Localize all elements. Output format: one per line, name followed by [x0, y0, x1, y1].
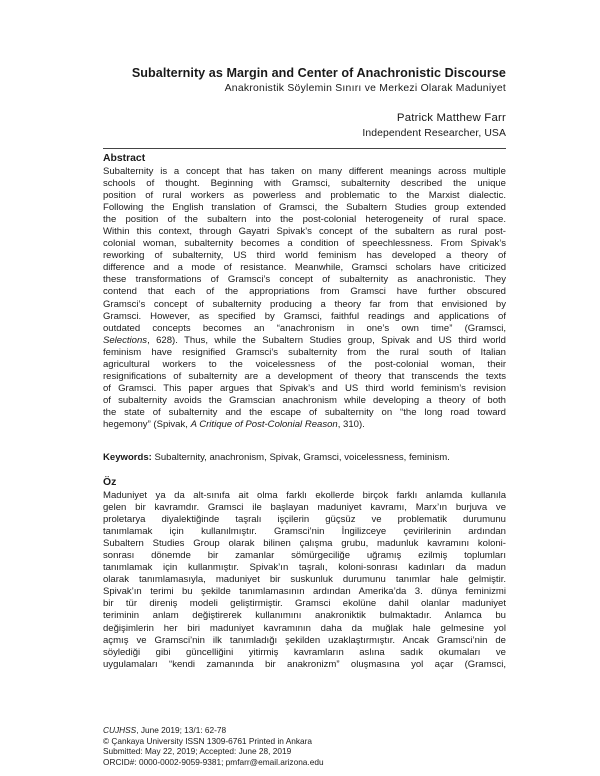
oz-line: Maduniyet ya da alt-sınıfa ait olma farklı ekollerde birçok farklı anlamda kullanıla: [103, 490, 506, 501]
abstract-line: hegemony” (Spivak, A Critique of Post-Colonial Reason, 310).: [103, 418, 365, 430]
keywords-label: Keywords:: [103, 452, 152, 463]
abstract-line: outdated concepts becomes an “anachronism in one’s own time” (Gramsci,: [103, 322, 506, 334]
abstract-line: Within this context, through Gayatri Spivak’s concept of the subaltern as rural post-: [103, 226, 506, 238]
abstract-body: [103, 166, 506, 431]
abstract-line: the state of subalternity and the escape of subalternity on “the long road toward: [103, 406, 506, 418]
author-affiliation: Independent Researcher, USA: [362, 128, 506, 139]
oz-line: değişimlerin her biri maduniyet kavramının daha da muğlak hale gelmesine yol: [103, 622, 506, 634]
abstract-line: reworking of subalternity, US third world feminism has developed a theory of: [103, 250, 506, 262]
oz-line: tanımlamak için kullanmıştır. Spivak’ın taşralı, koloni-sonrası kadınları da madun: [103, 562, 506, 574]
keywords: [103, 452, 506, 464]
oz-line: tanımlamak için kullanılmıştır. Gramsci’nin İngilizceye çevirilerinin ardından: [103, 526, 506, 538]
oz-line: gelen bir kavramdır. Gramsci ile başlayan maduniyet kavramı, Marx’ın burjuva ve: [103, 502, 506, 514]
abstract-line: Subalternity is a concept that has taken on many different meanings across multiple: [103, 166, 506, 177]
oz-heading: Öz: [103, 477, 117, 488]
oz-line: Subaltern Studies Group olarak bilinen çalışma grubu, madunluk kavramını koloni-: [103, 538, 506, 550]
oz-line: söylediği gibi güncelliğini yitirmiş kavramların aslına sadık okumaları ve: [103, 646, 506, 658]
journal-citation: , June 2019; 13/1: 62-78: [136, 725, 227, 735]
oz-line: Spivak’ın terimi bu şekilde tanımlamasının ardından Amerika’da 3. dünya feminizmi: [103, 586, 506, 598]
abstract-line: feminism have resignified Gramsci’s subalternity from the rural south of Italian: [103, 346, 506, 358]
abstract-line: Gramsci’s concept of subalternity producing a theory far from that envisioned by: [103, 298, 506, 310]
abstract-heading: Abstract: [103, 153, 146, 164]
abstract-line: position of rural workers as powerless and problematic to the Marxist dialectic.: [103, 190, 506, 202]
header-divider: [103, 148, 506, 149]
oz-line: proletarya diyalektiğinde taşralı işçilerin güçsüz ve problematik durumunu: [103, 514, 506, 526]
abstract-line: Gramsci. However, as specified by Gramsci, faithful readings and applications of: [103, 310, 506, 322]
oz-line: sonrası dönemde bir zamanlar sömürgeciliğe uğramış ezilmiş toplumları: [103, 550, 506, 562]
abstract-line: the position of the subaltern into the post-colonial heterogeneity of rural space.: [103, 214, 506, 226]
dates-line: Submitted: May 22, 2019; Accepted: June 28, 2019: [103, 746, 292, 757]
oz-line: uygulamaları “kendi zamanında bir anakronizm” oluşmasına yol açar (Gramsci,: [103, 658, 506, 670]
abstract-line: difference and a mode of resistance. Meanwhile, Gramsci scholars have criticized: [103, 262, 506, 274]
oz-line: açmış ve Gramsci’nin ilk tanımladığı şekilden uzaklaştırmıştır. Ancak Gramsci’nin de: [103, 634, 506, 646]
copyright-line: © Çankaya University ISSN 1309-6761 Printed in Ankara: [103, 735, 313, 746]
oz-line: bir tür direniş modeli geliştirmiştir. Gramsci ekolüne dahil olanlar maduniyet: [103, 598, 506, 610]
abstract-line: of subalternity avoids the Gramscian anachronism while developing a theory of both: [103, 394, 506, 406]
oz-line: olarak tanımlamasıyla, maduniyet bir suskunluk durumunu tanımlar hale gelmiştir.: [103, 574, 506, 586]
oz-body: [103, 490, 506, 671]
abstract-line: Selections, 628). Thus, while the Subaltern Studies group, Spivak and US third world: [103, 334, 506, 346]
abstract-line: resignifications of subalternity are a development of theory that transcends the texts: [103, 370, 506, 382]
abstract-line: colonial woman, subalternity becomes a condition of speechlessness. From Spivak’s: [103, 238, 506, 250]
abstract-line: agricultural workers to the voicelessness of the post-colonial woman, their: [103, 358, 506, 370]
journal-name: CUJHSS: [103, 725, 137, 735]
abstract-line: Following the English translation of Gramsci, the Subaltern Studies group extended: [103, 202, 506, 214]
footer: [103, 725, 324, 767]
author-name: Patrick Matthew Farr: [396, 112, 506, 124]
oz-line: teriminin anlam değiştirerek kullanımını anakroniktik bulmaktadır. Anlamca bu: [103, 610, 506, 622]
paper-title: Subalternity as Margin and Center of Anachronistic Discourse: [131, 66, 506, 80]
abstract-line: schools of thought. Beginning with Gramsci, subalternity described the unique: [103, 178, 506, 190]
abstract-line: these transformations of Gramsci’s concept of subalternity as anachronistic. They: [103, 274, 506, 286]
abstract-line: of Gramsci. This paper argues that Spivak’s and US third world feminism’s revision: [103, 382, 506, 394]
orcid-line: ORCID#: 0000-0002-9059-9381; pmfarr@email.arizona.edu: [103, 756, 324, 767]
paper-subtitle: Anakronistik Söylemin Sınırı ve Merkezi Olarak Maduniyet: [224, 83, 506, 94]
keywords-text: Subalternity, anachronism, Spivak, Gramsci, voicelessness, feminism.: [151, 452, 450, 463]
abstract-line: contend that each of the appropriations from Gramsci have further obscured: [103, 286, 506, 298]
